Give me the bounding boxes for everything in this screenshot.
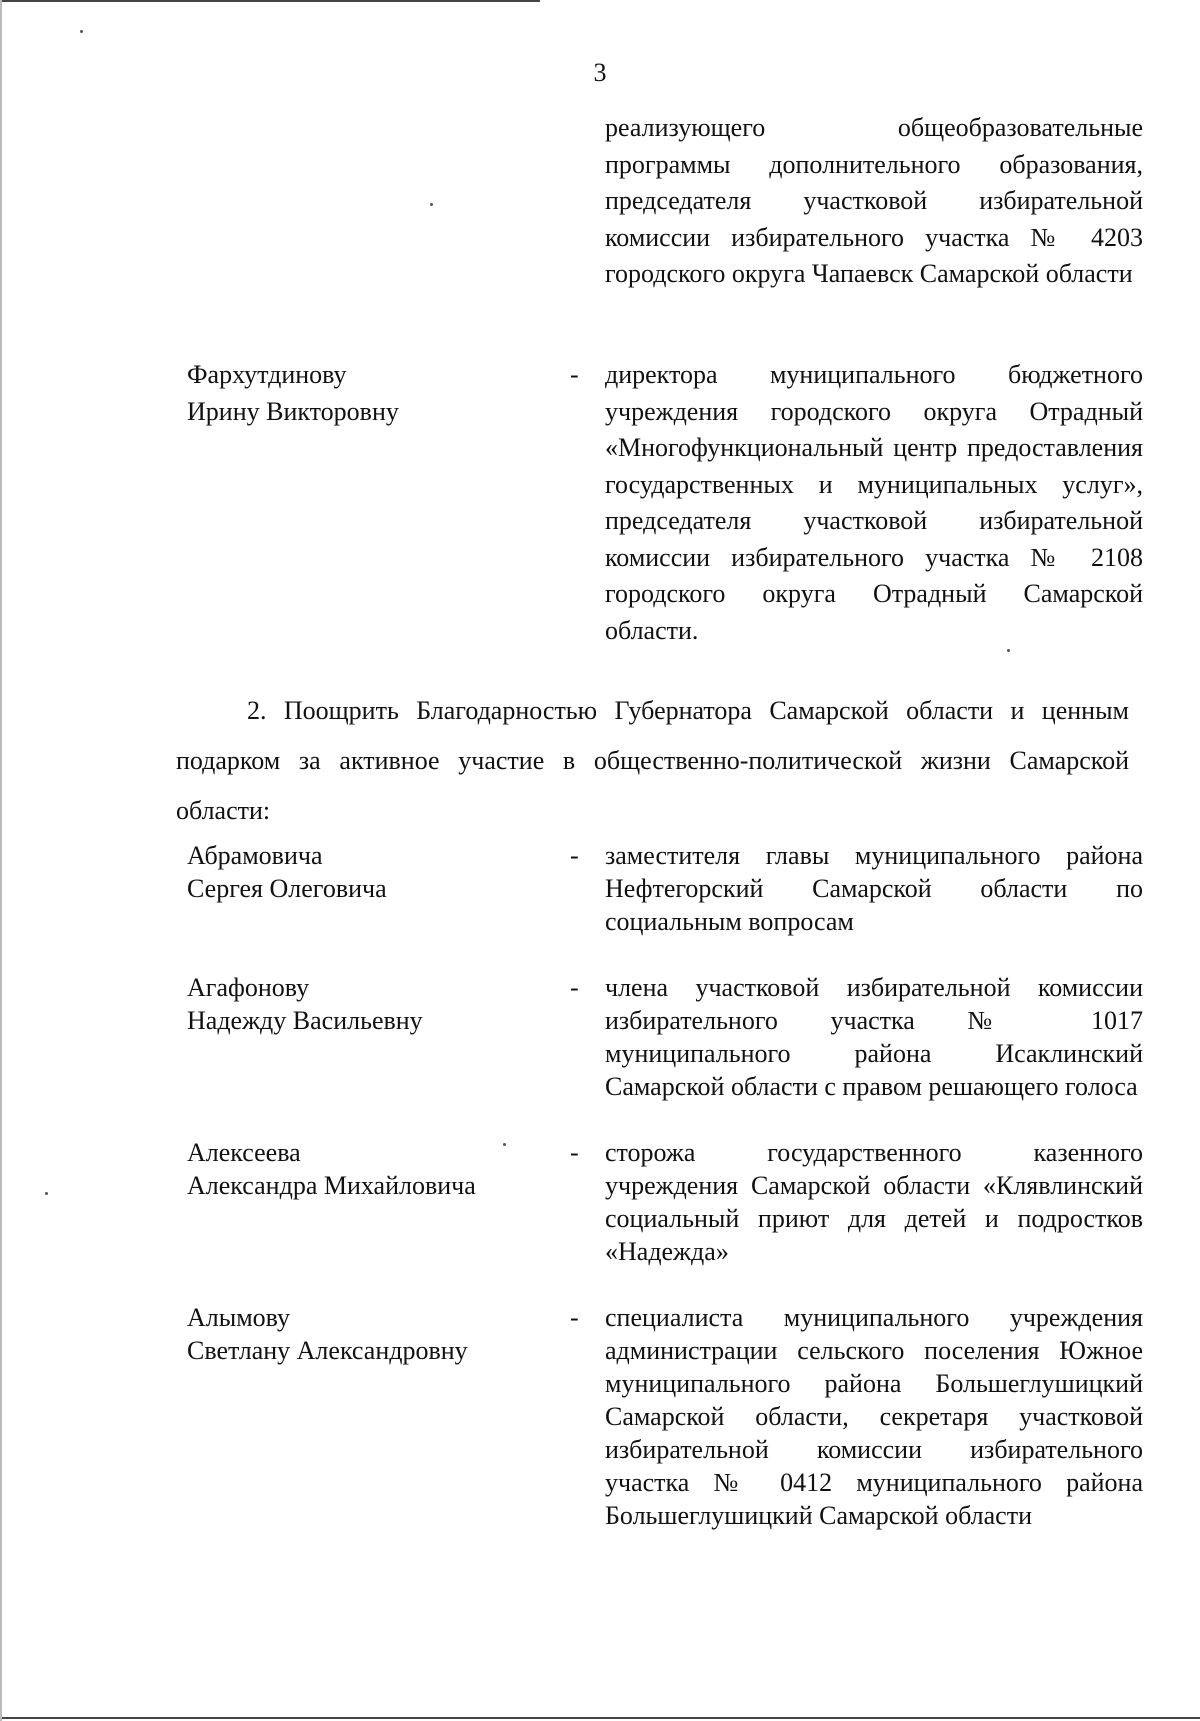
person-description: директора муниципального бюджетного учреждения городского округа Отрадный «Многофункциональный центр предоставления государственных и муниципальных услуг», председателя участковой избирательной комиссии избирательного участка № 2108 городского округа Отрадный Самарской области. [605,360,1143,645]
scan-edge-top [0,0,540,2]
continued-description: реализующего общеобразовательные программы дополнительного образования, председателя участковой избирательной комиссии избирательного участка № 4203 городского округа Чапаевск Самарской области [605,113,1143,288]
person-given-names: Светлану Александровну [187,1336,468,1365]
paragraph-2: 2. Поощрить Благодарностью Губернатора Самарской области и ценным подарком за активное участие в общественно-политической жизни Самарской области: [176,696,1129,825]
scan-speck [430,203,433,206]
scan-speck [80,30,83,33]
person-surname: Алымову [187,1303,291,1332]
person-name [187,839,547,905]
list-dash: - [570,1303,579,1332]
person-description: специалиста муниципального учреждения администрации сельского поселения Южное муниципального района Большеглушицкий Самарской области, секретаря участковой избирательной комиссии избирательного участка № 0412 муниципального района Большеглушицкий Самарской области [605,1303,1143,1530]
person-given-names: Ирину Викторовну [187,396,399,426]
list-dash: - [570,841,579,870]
person-description: сторожа государственного казенного учреждения Самарской области «Клявлинский социальный приют для детей и подростков «Надежда» [605,1138,1143,1266]
list-dash: - [570,973,579,1002]
person-given-names: Александра Михайловича [187,1171,476,1200]
person-given-names: Надежду Васильевну [187,1006,423,1035]
person-surname: Фархутдинову [187,360,347,389]
person-description: члена участковой избирательной комиссии избирательного участка № 1017 муниципального района Исаклинский Самарской области с правом решающего голоса [605,973,1143,1101]
list-dash: - [570,360,579,389]
person-surname: Абрамовича [187,841,323,870]
scan-speck [45,1192,48,1195]
person-given-names: Сергея Олеговича [187,874,387,903]
page-number: 3 [593,58,607,87]
person-surname: Агафонову [187,973,310,1002]
person-description: заместителя главы муниципального района Нефтегорский Самарской области по социальным вопросам [605,841,1143,936]
scan-edge-left [0,0,2,1721]
person-name [187,357,547,430]
list-dash: - [570,1138,579,1167]
person-name [187,971,547,1037]
person-name [187,1301,547,1367]
scan-speck [1007,649,1010,652]
scan-edge-bottom [0,1717,1200,1719]
person-name [187,1136,547,1202]
person-surname: Алексеева [187,1138,301,1167]
